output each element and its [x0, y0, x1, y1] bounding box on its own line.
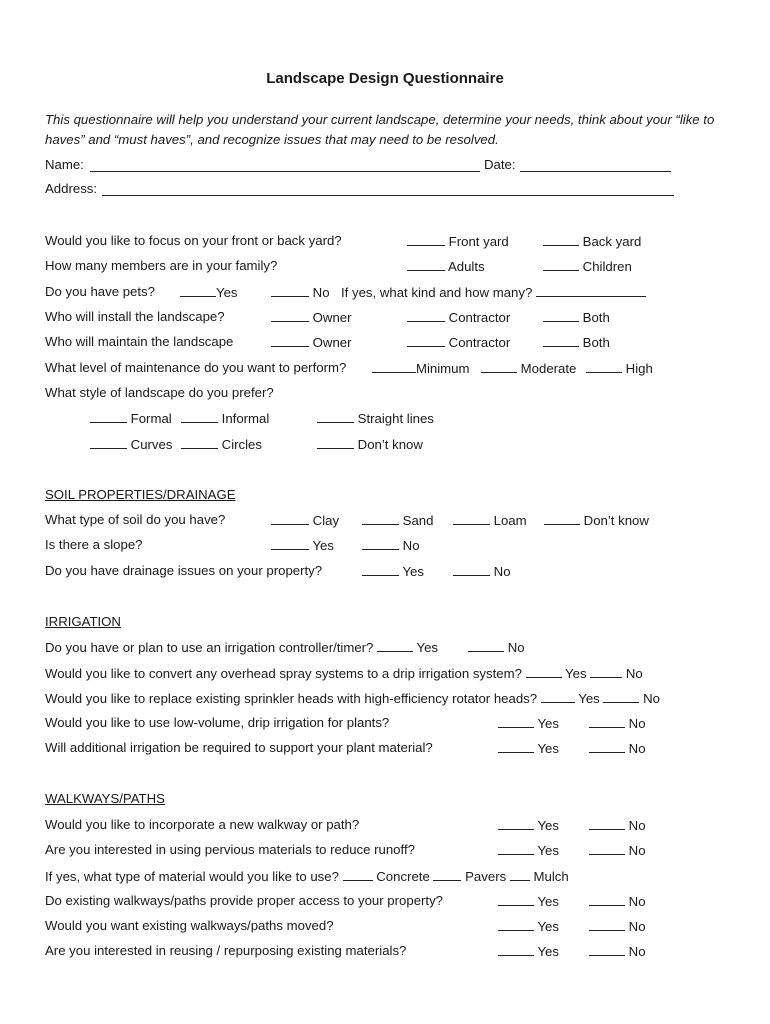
q-material-type: If yes, what type of material would you like to use? Concrete Pavers Mulch	[45, 869, 569, 884]
option-minimum[interactable]: Minimum	[372, 360, 469, 377]
option-formal[interactable]: Formal	[90, 410, 172, 427]
option-circles[interactable]: Circles	[181, 436, 262, 453]
low-volume-yes[interactable]: Yes	[498, 715, 559, 732]
option-front-yard[interactable]: Front yard	[407, 233, 509, 250]
address-field[interactable]	[102, 195, 674, 196]
section-irrigation-heading: IRRIGATION	[45, 614, 121, 629]
option-drain-yes[interactable]: Yes	[362, 563, 424, 580]
option-straight-lines[interactable]: Straight lines	[317, 410, 434, 427]
proper-access-yes[interactable]: Yes	[498, 893, 559, 910]
option-clay[interactable]: Clay	[271, 512, 339, 529]
q-low-volume: Would you like to use low-volume, drip irrigation for plants?	[45, 715, 390, 730]
q-pervious: Are you interested in using pervious materials to reduce runoff?	[45, 842, 415, 857]
option-install-owner[interactable]: Owner	[271, 309, 352, 326]
date-field[interactable]	[520, 171, 671, 172]
option-slope-yes[interactable]: Yes	[271, 537, 334, 554]
q-convert-drip: Would you like to convert any overhead spray systems to a drip irrigation system? Yes No	[45, 666, 643, 681]
q-style: What style of landscape do you prefer?	[45, 385, 274, 400]
q-new-walkway: Would you like to incorporate a new walkway or path?	[45, 817, 360, 832]
pervious-yes[interactable]: Yes	[498, 842, 559, 859]
address-label: Address:	[45, 181, 98, 196]
material-mulch[interactable]	[510, 868, 530, 881]
q-walkways-moved: Would you want existing walkways/paths moved?	[45, 918, 334, 933]
option-maintain-owner[interactable]: Owner	[271, 334, 352, 351]
q-rotator-heads: Would you like to replace existing sprinkler heads with high-efficiency rotator heads? Yes No	[45, 691, 660, 706]
q-soil-type: What type of soil do you have?	[45, 512, 226, 527]
option-maintain-contractor[interactable]: Contractor	[407, 334, 510, 351]
material-pavers[interactable]	[433, 868, 461, 881]
option-style-dont-know[interactable]: Don’t know	[317, 436, 423, 453]
option-pets-yes[interactable]: Yes	[180, 284, 238, 301]
rotator-heads-yes[interactable]	[541, 690, 575, 703]
irrigation-controller-yes[interactable]	[377, 639, 413, 652]
q-members: How many members are in your family?	[45, 258, 278, 273]
q-reuse-materials: Are you interested in reusing / repurposing existing materials?	[45, 943, 407, 958]
option-curves[interactable]: Curves	[90, 436, 172, 453]
proper-access-no[interactable]: No	[589, 893, 646, 910]
q-drainage: Do you have drainage issues on your property?	[45, 563, 323, 578]
irrigation-controller-no[interactable]	[468, 639, 504, 652]
intro-text: This questionnaire will help you understand your current landscape, determine your needs, think about your “like to haves” and “must haves”, and recognize issues that may need to be resolved.	[45, 112, 715, 147]
option-high[interactable]: High	[586, 360, 653, 377]
option-loam[interactable]: Loam	[453, 512, 527, 529]
section-walkways-heading: WALKWAYS/PATHS	[45, 791, 165, 806]
additional-irrigation-yes[interactable]: Yes	[498, 740, 559, 757]
pervious-no[interactable]: No	[589, 842, 646, 859]
name-field[interactable]	[90, 171, 480, 172]
q-maintain: Who will maintain the landscape	[45, 334, 234, 349]
option-pets-no[interactable]: No	[271, 284, 330, 301]
q-pets-kind: If yes, what kind and how many?	[341, 284, 646, 301]
walkways-moved-yes[interactable]: Yes	[498, 918, 559, 935]
option-back-yard[interactable]: Back yard	[543, 233, 641, 250]
new-walkway-yes[interactable]: Yes	[498, 817, 559, 834]
option-drain-no[interactable]: No	[453, 563, 511, 580]
option-children[interactable]: Children	[543, 258, 632, 275]
section-soil-heading: SOIL PROPERTIES/DRAINAGE	[45, 487, 236, 502]
option-informal[interactable]: Informal	[181, 410, 269, 427]
option-install-contractor[interactable]: Contractor	[407, 309, 510, 326]
rotator-heads-no[interactable]	[603, 690, 639, 703]
material-concrete[interactable]	[343, 868, 373, 881]
q-irrigation-controller: Do you have or plan to use an irrigation controller/timer? Yes No	[45, 640, 525, 655]
date-label: Date:	[484, 157, 516, 172]
option-maintain-both[interactable]: Both	[543, 334, 610, 351]
q-maintenance-level: What level of maintenance do you want to perform?	[45, 360, 347, 375]
additional-irrigation-no[interactable]: No	[589, 740, 646, 757]
option-sand[interactable]: Sand	[362, 512, 433, 529]
option-soil-dont-know[interactable]: Don’t know	[544, 512, 649, 529]
q-slope: Is there a slope?	[45, 537, 143, 552]
q-pets: Do you have pets?	[45, 284, 155, 299]
option-slope-no[interactable]: No	[362, 537, 420, 554]
q-install: Who will install the landscape?	[45, 309, 225, 324]
reuse-materials-yes[interactable]: Yes	[498, 943, 559, 960]
q-focus: Would you like to focus on your front or back yard?	[45, 233, 342, 248]
q-proper-access: Do existing walkways/paths provide proper access to your property?	[45, 893, 444, 908]
reuse-materials-no[interactable]: No	[589, 943, 646, 960]
convert-drip-yes[interactable]	[526, 665, 562, 678]
convert-drip-no[interactable]	[590, 665, 622, 678]
walkways-moved-no[interactable]: No	[589, 918, 646, 935]
option-install-both[interactable]: Both	[543, 309, 610, 326]
option-adults[interactable]: Adults	[407, 258, 485, 275]
new-walkway-no[interactable]: No	[589, 817, 646, 834]
name-label: Name:	[45, 157, 84, 172]
q-additional-irrigation: Will additional irrigation be required to support your plant material?	[45, 740, 433, 755]
low-volume-no[interactable]: No	[589, 715, 646, 732]
page-title: Landscape Design Questionnaire	[266, 70, 504, 87]
option-moderate[interactable]: Moderate	[481, 360, 576, 377]
pets-kind-field[interactable]	[536, 284, 646, 297]
